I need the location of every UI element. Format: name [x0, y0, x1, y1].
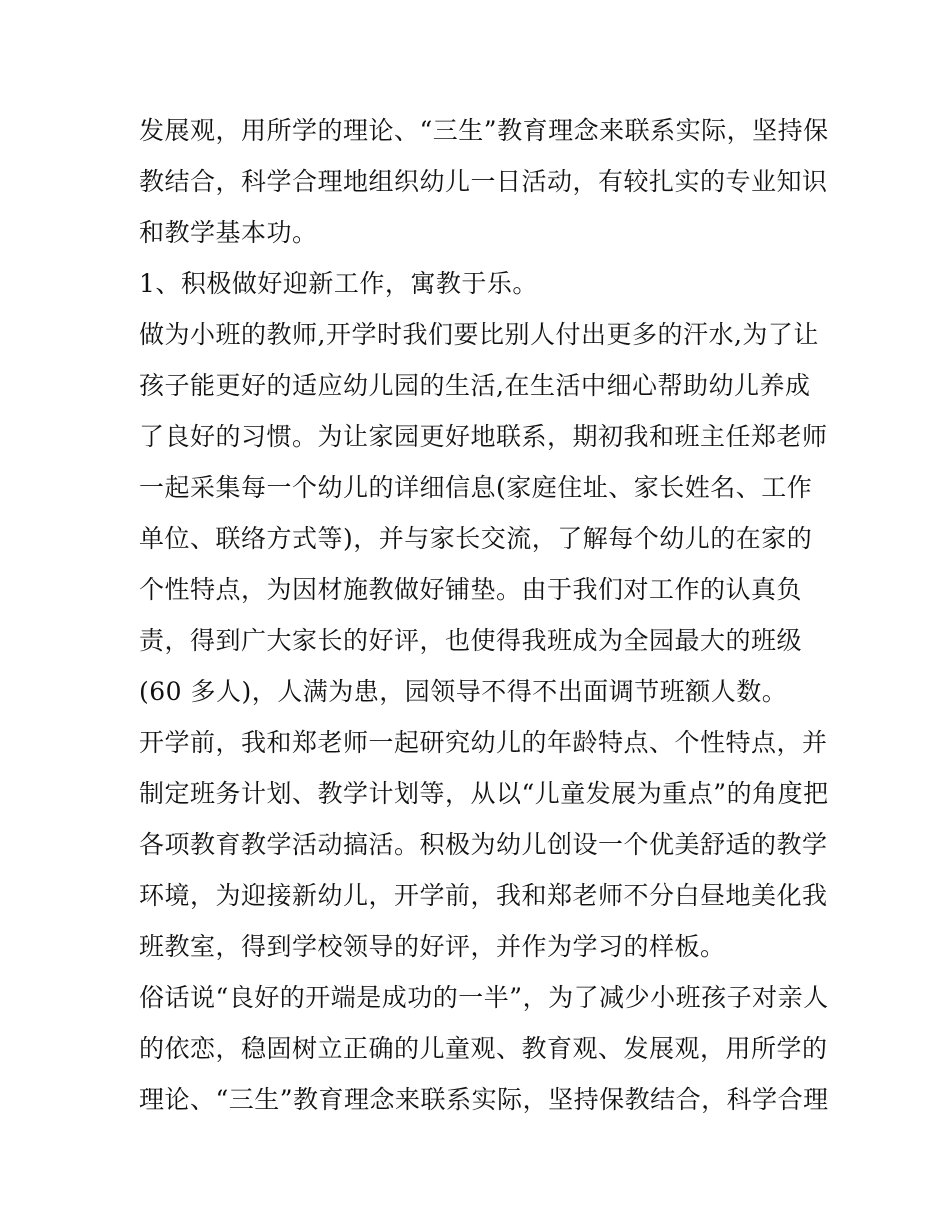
text-line: 了良好的习惯。为让家园更好地联系，期初我和班主任郑老师 — [139, 422, 828, 451]
text-line: 单位、联络方式等)，并与家长交流，了解每个幼儿的在家的 — [139, 524, 813, 553]
text-line: 教结合，科学合理地组织幼儿一日活动，有较扎实的专业知识 — [139, 167, 828, 196]
text-line: 孩子能更好的适应幼儿园的生活,在生活中细心帮助幼儿养成 — [139, 371, 811, 400]
text-line: 制定班务计划、教学计划等，从以“儿童发展为重点”的角度把 — [139, 779, 829, 808]
text-line: (60 多人)，人满为患，园领导不得不出面调节班额人数。 — [139, 677, 788, 706]
text-line: 和教学基本功。 — [139, 218, 318, 247]
section-heading: 1、积极做好迎新工作，寓教于乐。 — [139, 269, 538, 298]
text-line: 一起采集每一个幼儿的详细信息(家庭住址、家长姓名、工作 — [139, 473, 813, 502]
body-text — [139, 109, 829, 1129]
text-line: 俗话说“良好的开端是成功的一半”，为了减少小班孩子对亲人 — [139, 983, 829, 1012]
text-line: 班教室，得到学校领导的好评，并作为学习的样板。 — [139, 932, 726, 961]
text-line: 开学前，我和郑老师一起研究幼儿的年龄特点、个性特点，并 — [139, 728, 828, 757]
text-line: 理论、“三生”教育理念来联系实际，坚持保教结合，科学合理 — [139, 1085, 829, 1114]
text-line: 环境，为迎接新幼儿，开学前，我和郑老师不分白昼地美化我 — [139, 881, 828, 910]
text-line: 责，得到广大家长的好评，也使得我班成为全园最大的班级 — [139, 626, 803, 655]
text-line: 各项教育教学活动搞活。积极为幼儿创设一个优美舒适的教学 — [139, 830, 828, 859]
text-line: 做为小班的教师,开学时我们要比别人付出更多的汗水,为了让 — [139, 320, 819, 349]
text-line: 个性特点，为因材施教做好铺垫。由于我们对工作的认真负 — [139, 575, 803, 604]
text-line: 的依恋，稳固树立正确的儿童观、教育观、发展观，用所学的 — [139, 1034, 828, 1063]
text-line: 发展观，用所学的理论、“三生”教育理念来联系实际，坚持保 — [139, 116, 829, 145]
